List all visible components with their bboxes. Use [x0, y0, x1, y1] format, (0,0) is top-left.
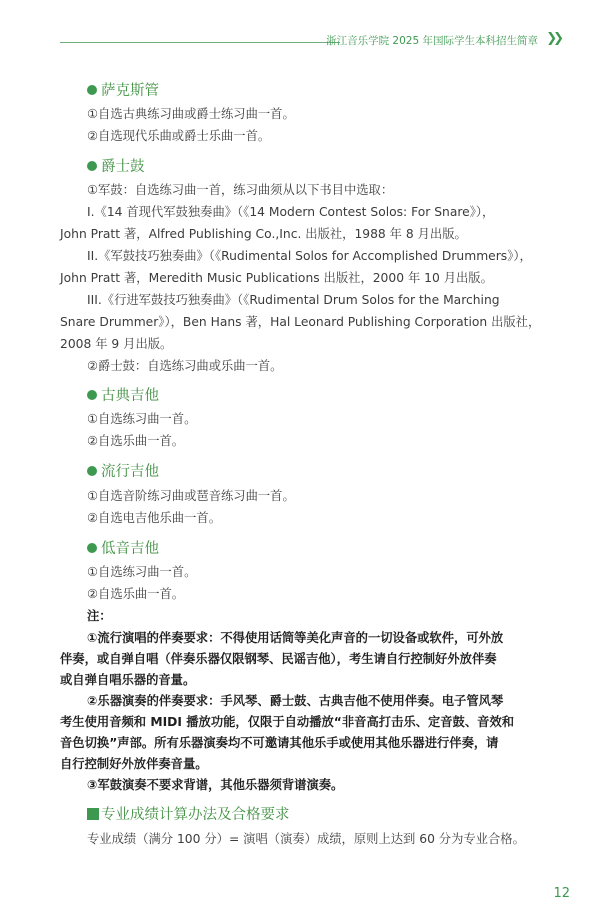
note-text: ②乐器演奏的伴奏要求：手风琴、爵士鼓、古典吉他不使用伴奏。电子管风琴 — [87, 694, 504, 708]
note-text: 伴奏，或自弹自唱（伴奏乐器仅限钢琴、民谣吉他），考生请自行控制好外放伴奏 — [60, 652, 497, 666]
list-item: ②爵士鼓：自选练习曲或乐曲一首。 — [87, 359, 283, 373]
book-citation: 2008 年 9 月出版。 — [60, 337, 173, 351]
section-title-saxophone: 萨克斯管 — [87, 79, 159, 100]
list-item: ①自选古典练习曲或爵士练习曲一首。 — [87, 107, 295, 121]
section-title-classical-guitar: 古典吉他 — [87, 384, 159, 405]
scoring-text: 专业成绩（满分 100 分）= 演唱（演奏）成绩，原则上达到 60 分为专业合格。 — [87, 832, 525, 846]
square-bullet-icon — [87, 808, 99, 820]
page-number: 12 — [553, 886, 570, 901]
note-text: ③军鼓演奏不要求背谱，其他乐器须背谱演奏。 — [87, 778, 344, 792]
book-citation: John Pratt 著，Meredith Music Publications 出版社，2000 年 10 月出版。 — [60, 271, 493, 285]
double-chevron-icon: ❯❯ — [546, 31, 560, 46]
notes-label: 注： — [87, 609, 112, 623]
note-text: 考生使用音频和 MIDI 播放功能，仅限于自动播放“非音高打击乐、定音鼓、音效和 — [60, 715, 515, 729]
list-item: ①军鼓：自选练习曲一首，练习曲须从以下书目中选取： — [87, 183, 394, 197]
note-text: 自行控制好外放伴奏音量。 — [60, 757, 208, 771]
note-text: 音色切换”声部。所有乐器演奏均不可邀请其他乐手或使用其他乐器进行伴奏，请 — [60, 736, 499, 750]
bullet-dot-icon — [87, 466, 97, 476]
list-item: ①自选练习曲一首。 — [87, 412, 197, 426]
bullet-dot-icon — [87, 85, 97, 95]
list-item: ②自选现代乐曲或爵士乐曲一首。 — [87, 129, 271, 143]
book-citation: Snare Drummer》），Ben Hans 著，Hal Leonard Publishing Corporation 出版社， — [60, 315, 541, 329]
note-text: 或自弹自唱乐器的音量。 — [60, 673, 196, 687]
header-title: 浙江音乐学院 2025 年国际学生本科招生简章 — [326, 35, 538, 47]
book-citation: I.《14 首现代军鼓独奏曲》（《14 Modern Contest Solos: For Snare》）， — [87, 205, 495, 219]
section-title-bass-guitar: 低音吉他 — [87, 537, 159, 558]
list-item: ①自选练习曲一首。 — [87, 565, 197, 579]
section-title-jazz-drums: 爵士鼓 — [87, 155, 145, 176]
list-item: ①自选音阶练习曲或琶音练习曲一首。 — [87, 489, 295, 503]
header-rule — [60, 42, 340, 43]
bullet-dot-icon — [87, 390, 97, 400]
note-text: ①流行演唱的伴奏要求：不得使用话筒等美化声音的一切设备或软件，可外放 — [87, 631, 504, 645]
list-item: ②自选乐曲一首。 — [87, 434, 185, 448]
bullet-dot-icon — [87, 543, 97, 553]
book-citation: John Pratt 著，Alfred Publishing Co.,Inc. 出版社，1988 年 8 月出版。 — [60, 227, 467, 241]
list-item: ②自选乐曲一首。 — [87, 587, 185, 601]
section-title-pop-guitar: 流行吉他 — [87, 460, 159, 481]
section-title-scoring: 专业成绩计算办法及合格要求 — [87, 803, 290, 824]
page-header — [60, 30, 560, 50]
book-citation: II.《军鼓技巧独奏曲》（《Rudimental Solos for Accomplished Drummers》）， — [87, 249, 532, 263]
list-item: ②自选电吉他乐曲一首。 — [87, 511, 221, 525]
book-citation: III.《行进军鼓技巧独奏曲》（《Rudimental Drum Solos for the Marching — [87, 293, 500, 307]
bullet-dot-icon — [87, 161, 97, 171]
